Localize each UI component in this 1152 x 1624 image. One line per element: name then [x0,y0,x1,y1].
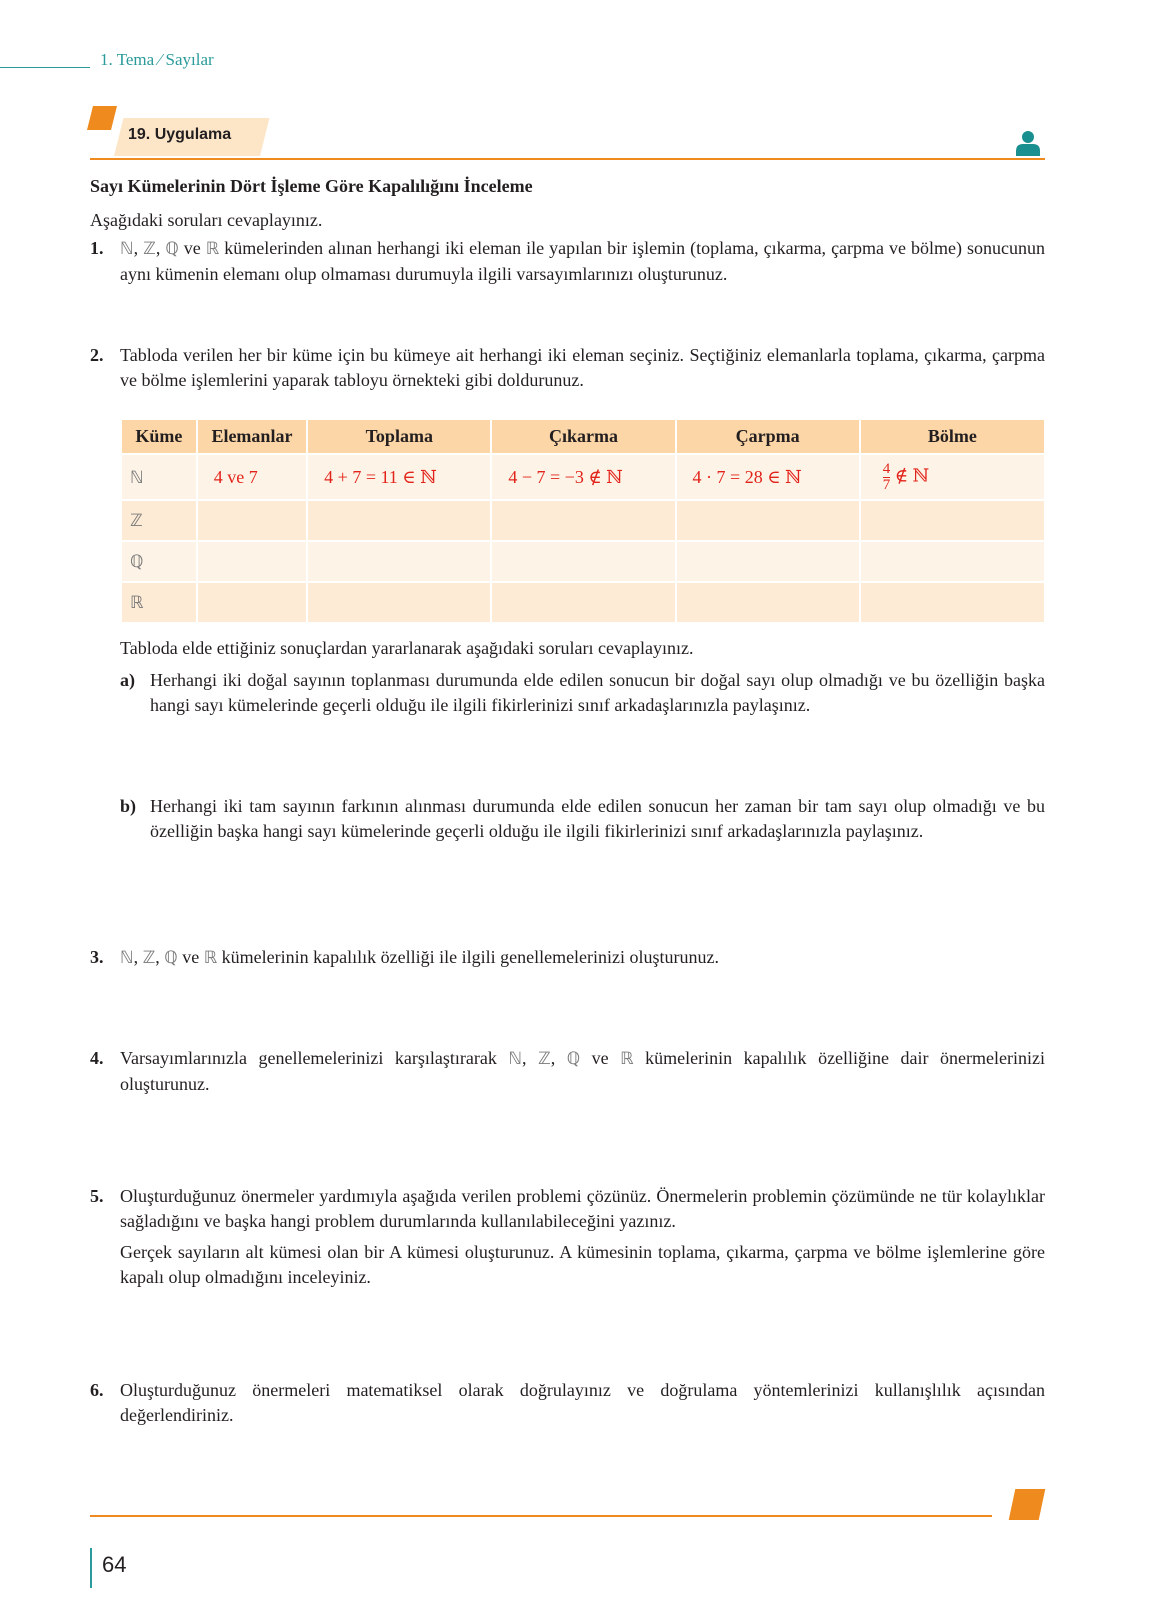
set-cell: ℕ [122,455,196,499]
question-text: Varsayımlarınızla genellemelerinizi karşılaştırarak ℕ, ℤ, ℚ ve ℝ kümelerinin kapalılık özelliğine dair önermelerinizi oluşturunuz. [120,1048,1045,1094]
addition-cell: 4 + 7 = 11 ∈ ℕ [308,455,490,499]
table-header: Elemanlar [198,420,306,453]
set-symbol-q: ℚ [165,239,179,259]
empty-cell[interactable] [308,542,490,581]
set-cell: ℝ [122,583,196,622]
table-header-row [122,420,1044,453]
elements-cell: 4 ve 7 [198,455,306,499]
question-number: 6. [90,1380,104,1400]
empty-cell[interactable] [861,583,1044,622]
table-header: Toplama [308,420,490,453]
question-5-problem: Gerçek sayıların alt kümesi olan bir A kümesi oluşturunuz. A kümesinin toplama, çıkarma, çarpma ve bölme işlemlerine göre kapalı olup olmadığını inceleyiniz. [120,1242,1045,1287]
empty-cell[interactable] [492,501,674,540]
table-followup-text: Tabloda elde ettiğiniz sonuçlardan yararlanarak aşağıdaki soruları cevaplayınız. [120,638,694,658]
table-header: Bölme [861,420,1044,453]
empty-cell[interactable] [677,542,859,581]
empty-cell[interactable] [861,542,1044,581]
question-2 [90,343,1045,393]
sub-question-label: b) [120,796,137,816]
table-header: Küme [122,420,196,453]
operations-table [120,418,1046,624]
intro-text: Aşağıdaki soruları cevaplayınız. [90,210,323,230]
empty-cell[interactable] [308,583,490,622]
empty-cell[interactable] [677,501,859,540]
question-2a [120,668,1045,718]
question-2b [120,794,1045,844]
table-header: Çıkarma [492,420,674,453]
set-symbol-r: ℝ [205,239,220,259]
question-text: Oluşturduğunuz önermeleri matematiksel olarak doğrulayınız ve doğrulama yöntemlerinizi kullanışlılık açısından değerlendiriniz. [120,1380,1045,1425]
fraction: $\frac{4}{7}$ [882,460,891,493]
table-header: Çarpma [677,420,859,453]
empty-cell[interactable] [492,583,674,622]
question-text: Oluşturduğunuz önermeler yardımıyla aşağıda verilen problemi çözünüz. Önermelerin problemin çözümünde ne tür kolaylıklar sağladığını ve başka hangi problem durumlarında kullanılabileceğini yazınız. [120,1186,1045,1231]
header-rule [0,67,90,68]
table-row [122,455,1044,499]
set-symbol-n: ℕ [120,239,134,259]
activity-title: Sayı Kümelerinin Dört İşleme Göre Kapalılığını İnceleme [90,176,533,196]
question-6 [90,1378,1045,1428]
footer-rule [90,1515,992,1517]
question-1 [90,236,1045,287]
question-number: 5. [90,1186,104,1206]
table-row [122,542,1044,581]
table-row [122,501,1044,540]
activity-rule [90,158,1045,160]
table-row [122,583,1044,622]
set-cell: ℚ [122,542,196,581]
person-icon [1016,130,1040,156]
question-number: 2. [90,345,104,365]
subtraction-cell: 4 − 7 = −3 ∉ ℕ [492,455,674,499]
page-number: 64 [102,1552,127,1577]
question-4 [90,1046,1045,1097]
sub-question-text: Herhangi iki doğal sayının toplanması durumunda elde edilen sonucun bir doğal sayı olup olmadığı ve bu özelliğin başka hangi sayı kümelerinde geçerli olduğu ile ilgili fikirlerinizi sınıf arkadaşlarınızla paylaşınız. [150,670,1045,715]
breadcrumb: 1. Tema ⁄ Sayılar [100,50,214,69]
question-number: 4. [90,1048,104,1068]
empty-cell[interactable] [492,542,674,581]
empty-cell[interactable] [198,542,306,581]
activity-label: 19. Uygulama [128,126,232,143]
question-text: ℕ, ℤ, ℚ ve ℝ kümelerinden alınan herhangi iki eleman ile yapılan bir işlemin (toplama, çıkarma, çarpma ve bölme) sonucunun aynı kümenin elemanı olup olmaması durumuyla ilgili varsayımlarınızı oluşturunuz. [120,238,1046,284]
question-text: Tabloda verilen her bir küme için bu kümeye ait herhangi iki eleman seçiniz. Seçtiğiniz elemanlarla toplama, çıkarma, çarpma ve bölme işlemlerini yaparak tabloyu örnekteki gibi doldurunuz. [120,345,1045,390]
question-text: ℕ, ℤ, ℚ ve ℝ kümelerinin kapalılık özelliği ile ilgili genellemelerinizi oluşturunuz. [120,947,720,968]
empty-cell[interactable] [677,583,859,622]
empty-cell[interactable] [198,501,306,540]
empty-cell[interactable] [198,583,306,622]
question-number: 1. [90,238,104,258]
multiplication-cell: 4 · 7 = 28 ∈ ℕ [677,455,859,499]
footer-tab-marker [1009,1489,1046,1520]
sub-question-text: Herhangi iki tam sayının farkının alınması durumunda elde edilen sonucun her zaman bir tam sayı olup olmadığı ve bu özelliğin başka hangi sayı kümelerinde geçerli olduğu ile ilgili fikirlerinizi sınıf arkadaşlarınızla paylaşınız. [150,796,1045,841]
set-symbol-z: ℤ [143,239,156,259]
page-number-bar [90,1548,92,1588]
activity-tab-marker [87,106,117,130]
question-5 [90,1184,1045,1234]
empty-cell[interactable] [861,501,1044,540]
question-number: 3. [90,947,104,967]
division-cell: $\frac{4}{7}$ ∉ ℕ [861,455,1044,499]
empty-cell[interactable] [308,501,490,540]
sub-question-label: a) [120,670,135,690]
set-cell: ℤ [122,501,196,540]
question-3 [90,945,1045,971]
